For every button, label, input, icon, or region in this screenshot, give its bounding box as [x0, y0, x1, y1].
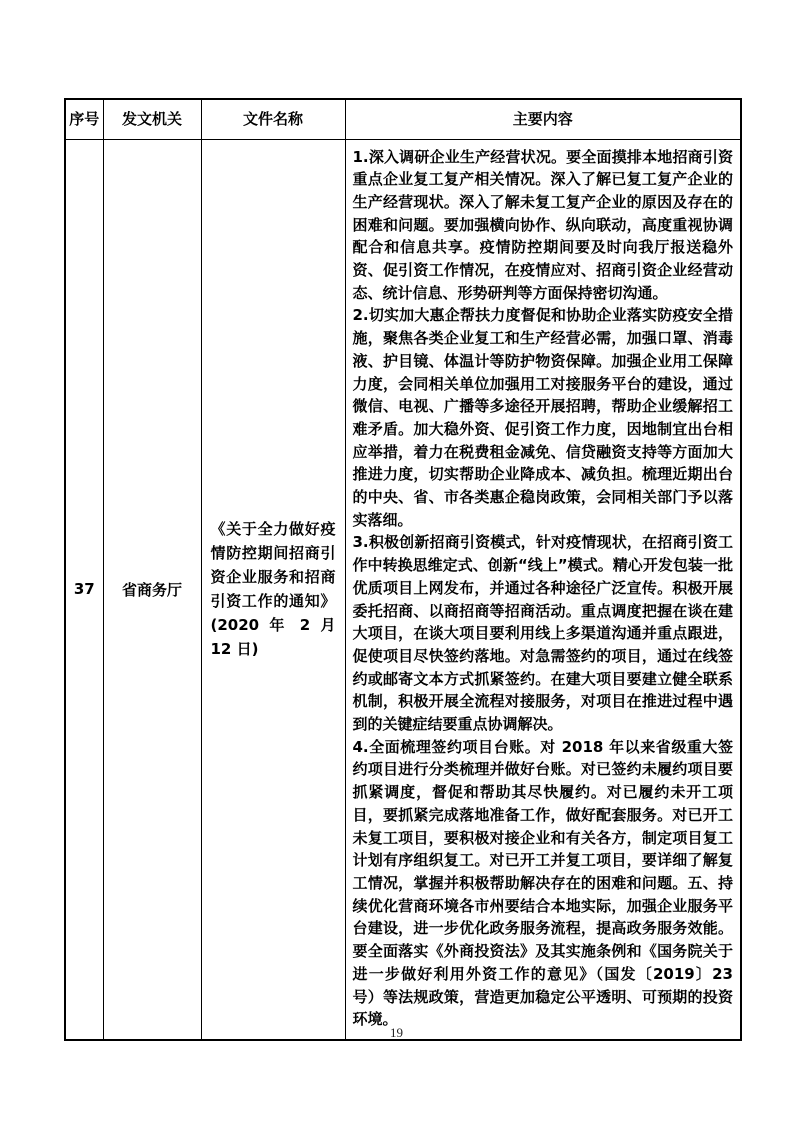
table-header-row: [65, 99, 741, 139]
page-number: 19: [390, 1025, 403, 1040]
content-paragraph-2: 2.切实加大惠企帮扶力度督促和协助企业落实防疫安全措施，聚焦各类企业复工和生产经营必需，加强口罩、消毒液、护目镜、体温计等防护物资保障。加强企业用工保障力度，会同相关单位加强用工对接服务平台的建设，通过微信、电视、广播等多途径开展招聘，帮助企业缓解招工难矛盾。加大稳外资、促引资工作力度，因地制宜出台相应举措，着力在税费租金减免、信贷融资支持等方面加大推进力度，切实帮助企业降成本、减负担。梳理近期出台的中央、省、市各类惠企稳岗政策，会同相关部门予以落实落细。: [352, 306, 733, 529]
header-main-content: 主要内容: [345, 99, 741, 139]
header-agency: 发文机关: [103, 99, 201, 139]
cell-document-name: 《关于全力做好疫情防控期间招商引资企业服务和招商引资工作的通知》(2020 年 2 月 12 日): [201, 139, 345, 1040]
cell-main-content: [345, 139, 741, 1040]
document-table: [64, 98, 742, 1041]
content-paragraph-3: 3.积极创新招商引资模式，针对疫情现状，在招商引资工作中转换思维定式、创新“线上”模式。精心开发包装一批优质项目上网发布，并通过各种途径广泛宣传。积极开展委托招商、以商招商等招商活动。重点调度把握在谈在建大项目，在谈大项目要利用线上多渠道沟通并重点跟进，促使项目尽快签约落地。对急需签约的项目，通过在线签约或邮寄文本方式抓紧签约。在建大项目要建立健全联系机制，积极开展全流程对接服务，对项目在推进过程中遇到的关键症结要重点协调解决。: [352, 533, 733, 734]
cell-issuing-agency: 省商务厅: [103, 139, 201, 1040]
header-doc-name: 文件名称: [201, 99, 345, 139]
content-paragraph-1: 1.深入调研企业生产经营状况。要全面摸排本地招商引资重点企业复工复产相关情况。深入了解已复工复产企业的生产经营现状。深入了解未复工复产企业的原因及存在的困难和问题。要加强横向协作、纵向联动，高度重视协调配合和信息共享。疫情防控期间要及时向我厅报送稳外资、促引资工作情况，在疫情应对、招商引资企业经营动态、统计信息、形势研判等方面保持密切沟通。: [352, 147, 733, 302]
table-row: [65, 139, 741, 1040]
cell-seq-number: 37: [65, 139, 103, 1040]
content-paragraph-4: 4.全面梳理签约项目台账。对 2018 年以来省级重大签约项目进行分类梳理并做好台账。对已签约未履约项目要抓紧调度，督促和帮助其尽快履约。对已履约未开工项目，要抓紧完成落地准备工作，做好配套服务。对已开工未复工项目，要积极对接企业和有关各方，制定项目复工计划有序组织复工。对已开工并复工项目，要详细了解复工情况，掌握并积极帮助解决存在的困难和问题。五、持续优化营商环境各市州要结合本地实际，加强企业服务平台建设，进一步优化政务服务流程，提高政务服务效能。要全面落实《外商投资法》及其实施条例和《国务院关于进一步做好利用外资工作的意见》（国发〔2019〕23 号）等法规政策，营造更加稳定公平透明、可预期的投资环境。: [352, 737, 733, 1029]
header-seq: 序号: [65, 99, 103, 139]
